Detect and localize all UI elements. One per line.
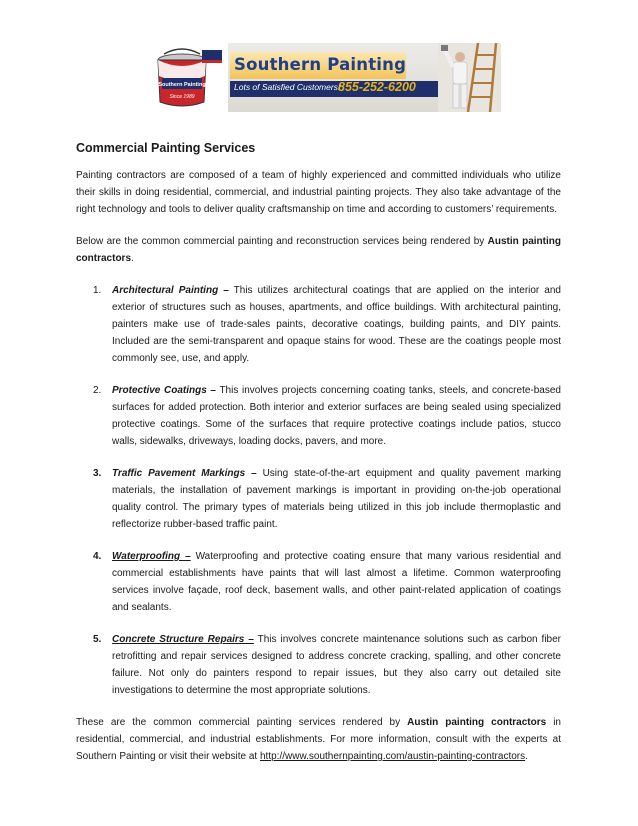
closing-bold-keyword: Austin painting contractors (407, 717, 547, 728)
phone-number: 855-252-6200 (338, 80, 416, 94)
list-number: 3. (93, 468, 102, 479)
closing-end: . (525, 751, 528, 762)
list-number: 2. (93, 385, 102, 396)
list-item (76, 382, 561, 450)
list-item (76, 548, 561, 616)
website-link[interactable]: http://www.southernpainting.com/austin-painting-contractors (259, 751, 526, 762)
service-term: Concrete Structure Repairs – (112, 634, 254, 645)
lead-end: . (131, 253, 134, 264)
service-term: Waterproofing – (112, 551, 191, 562)
service-description: Using state-of-the-art equipment and quality pavement marking materials, the installation of pavement markings is important in providing on-the-job operational quality control. The primary types of materials being utilized in this job include thermoplastic and reflectorize rubber-based traffic paint. (112, 468, 562, 530)
list-item (76, 631, 561, 699)
lead-bold-keyword: Austin painting contractors (76, 236, 561, 264)
list-number: 5. (93, 634, 102, 645)
closing-paragraph (76, 714, 561, 765)
service-term: Protective Coatings – (112, 385, 216, 396)
intro-paragraph: Painting contractors are composed of a team of highly experienced and committed individuals who utilize their skills in doing residential, commercial, and industrial painting projects. They also take advantage of the right technology and tools to deliver quality craftsmanship on time and according to customers’ requirements. (76, 170, 561, 215)
lead-text: Below are the common commercial painting and reconstruction services being rendered by (76, 236, 488, 247)
service-description: Waterproofing and protective coating ensure that many various residential and commercial establishments have paints that will last almost a lifetime. Common waterproofing services involve façade, roof deck, basement walls, and other paint-related application of coatings and sealants. (112, 551, 562, 613)
list-item (76, 465, 561, 533)
slogan: Lots of Satisfied Customers! (234, 82, 341, 92)
service-description: This involves concrete maintenance solutions such as carbon fiber retrofitting and repair services designed to address concrete cracking, spalling, and other concrete failure. Not only do painters respond to repair issues, but they also carry out detailed site investigations to determine the most appropriate solutions. (112, 634, 561, 696)
painter-on-ladder-image (438, 43, 501, 112)
services-list (76, 282, 561, 699)
document-body (76, 140, 561, 765)
lead-paragraph (76, 233, 561, 267)
header-banner (150, 43, 501, 112)
service-description: This involves projects concerning coating tanks, steels, and concrete-based surfaces for added protection. Both interior and exterior surfaces are being sealed using specialized protective coatings. Some of the surfaces that require protective coatings include patios, stucco walls, sidewalks, driveways, loading docks, pavers, and more. (112, 385, 561, 447)
brand-name: Southern Painting (234, 55, 407, 74)
logo-text-top: Southern Painting (158, 82, 206, 88)
service-term: Architectural Painting – (112, 285, 229, 296)
paint-bucket-logo (150, 46, 228, 112)
list-item (76, 282, 561, 367)
closing-text: These are the common commercial painting services rendered by (76, 717, 408, 728)
closing-text-middle: in residential, commercial, and industrial establishments. For more information, consult with the experts at Southern Painting or visit their website at (76, 717, 561, 762)
list-number: 1. (93, 285, 102, 296)
page-title: Commercial Painting Services (76, 141, 256, 155)
service-term: Traffic Pavement Markings – (112, 468, 257, 479)
list-number: 4. (93, 551, 102, 562)
service-description: This utilizes architectural coatings that are applied on the interior and exterior of structures such as houses, apartments, and office buildings. With architectural painting, painters make use of trade-sales paints, decorative coatings, building paints, and DIY paints. Included are the semi-transparent and opaque stains for wood. These are the coatings people most commonly see, use, and apply. (112, 285, 561, 364)
logo-text-bottom: Since 1989 (169, 94, 195, 100)
